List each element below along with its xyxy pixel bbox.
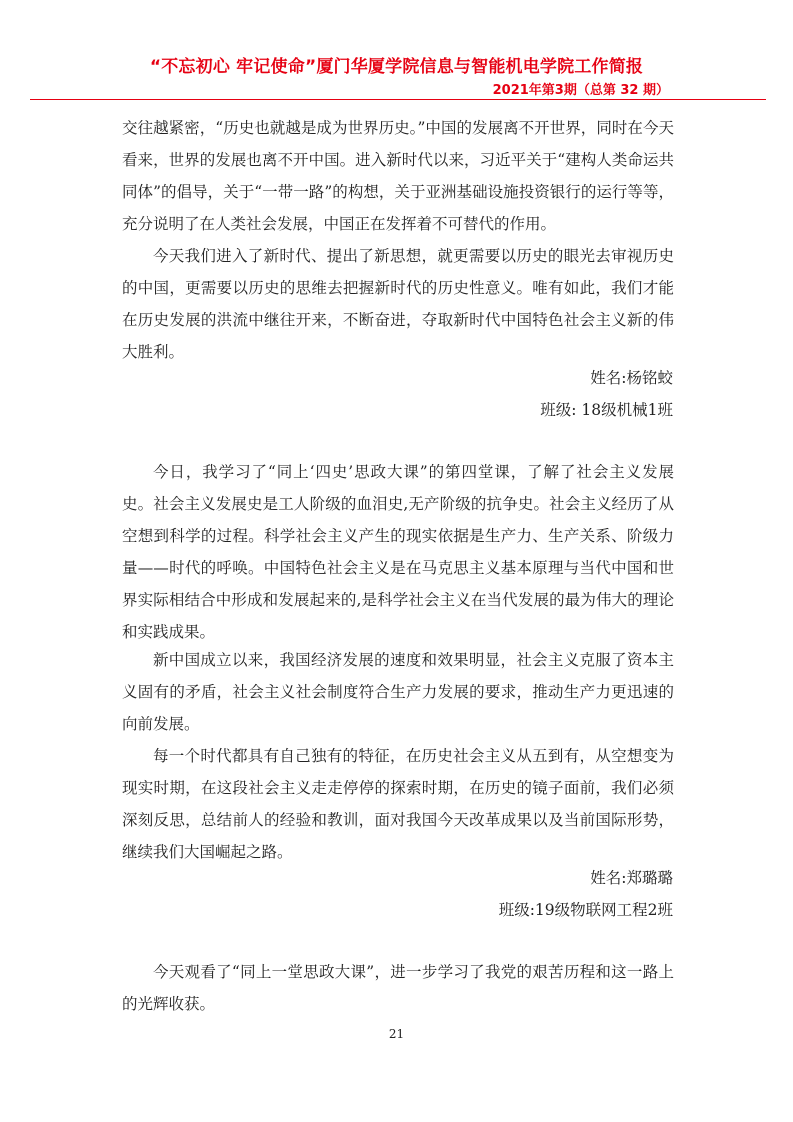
essay1-author-name: 姓名:杨铭蛟 [590, 369, 673, 387]
essay1-paragraph-2: 今天我们进入了新时代、提出了新思想，就更需要以历史的眼光去审视历史的中国，更需要以历史的思维去把握新时代的历史性意义。唯有如此，我们才能在历史发展的洪流中继往开来，不断奋进，夺取新时代中国特色社会主义新的伟大胜利。 [122, 247, 674, 361]
essay2-author-class: 班级:19级物联网工程2班 [498, 901, 673, 919]
essay1-paragraph-1: 交往越紧密，“历史也就越是成为世界历史。”中国的发展离不开世界，同时在今天看来，世界的发展也离不开中国。进入新时代以来，习近平关于“建构人类命运共同体”的倡导，关于“一带一路”的构想，关于亚洲基础设施投资银行的运行等等，充分说明了在人类社会发展，中国正在发挥着不可替代的作用。 [122, 119, 674, 233]
issue-number: 2021年第3期（总第 32 期） [492, 83, 669, 98]
essay3-paragraph-1: 今天观看了“同上一堂思政大课”，进一步学习了我党的艰苦历程和这一路上的光辉收获。 [122, 963, 674, 1013]
bulletin-title: “不忘初心 牢记使命”厦门华厦学院信息与智能机电学院工作简报 [149, 57, 644, 77]
header-divider [30, 99, 766, 100]
essay2-paragraph-3: 每一个时代都具有自己独有的特征，在历史社会主义从五到有，从空想变为现实时期，在这段社会主义走走停停的探索时期，在历史的镜子面前，我们必须深刻反思，总结前人的经验和教训，面对我国今天改革成果以及当前国际形势，继续我们大国崛起之路。 [122, 747, 674, 861]
essay1-author-class: 班级: 18级机械1班 [540, 401, 673, 419]
essay2-author-name: 姓名:郑璐璐 [590, 869, 673, 887]
essay2-paragraph-1: 今日，我学习了“同上‘四史’思政大课”的第四堂课，了解了社会主义发展史。社会主义发展史是工人阶级的血泪史,无产阶级的抗争史。社会主义经历了从空想到科学的过程。科学社会主义产生的现实依据是生产力、生产关系、阶级力量——时代的呼唤。中国特色社会主义是在马克思主义基本原理与当代中国和世界实际相结合中形成和发展起来的,是科学社会主义在当代发展的最为伟大的理论和实践成果。 [122, 463, 674, 641]
essay2-paragraph-2: 新中国成立以来，我国经济发展的速度和效果明显，社会主义克服了资本主义固有的矛盾，社会主义社会制度符合生产力发展的要求，推动生产力更迅速的向前发展。 [122, 651, 674, 733]
page-number: 21 [388, 1027, 405, 1041]
